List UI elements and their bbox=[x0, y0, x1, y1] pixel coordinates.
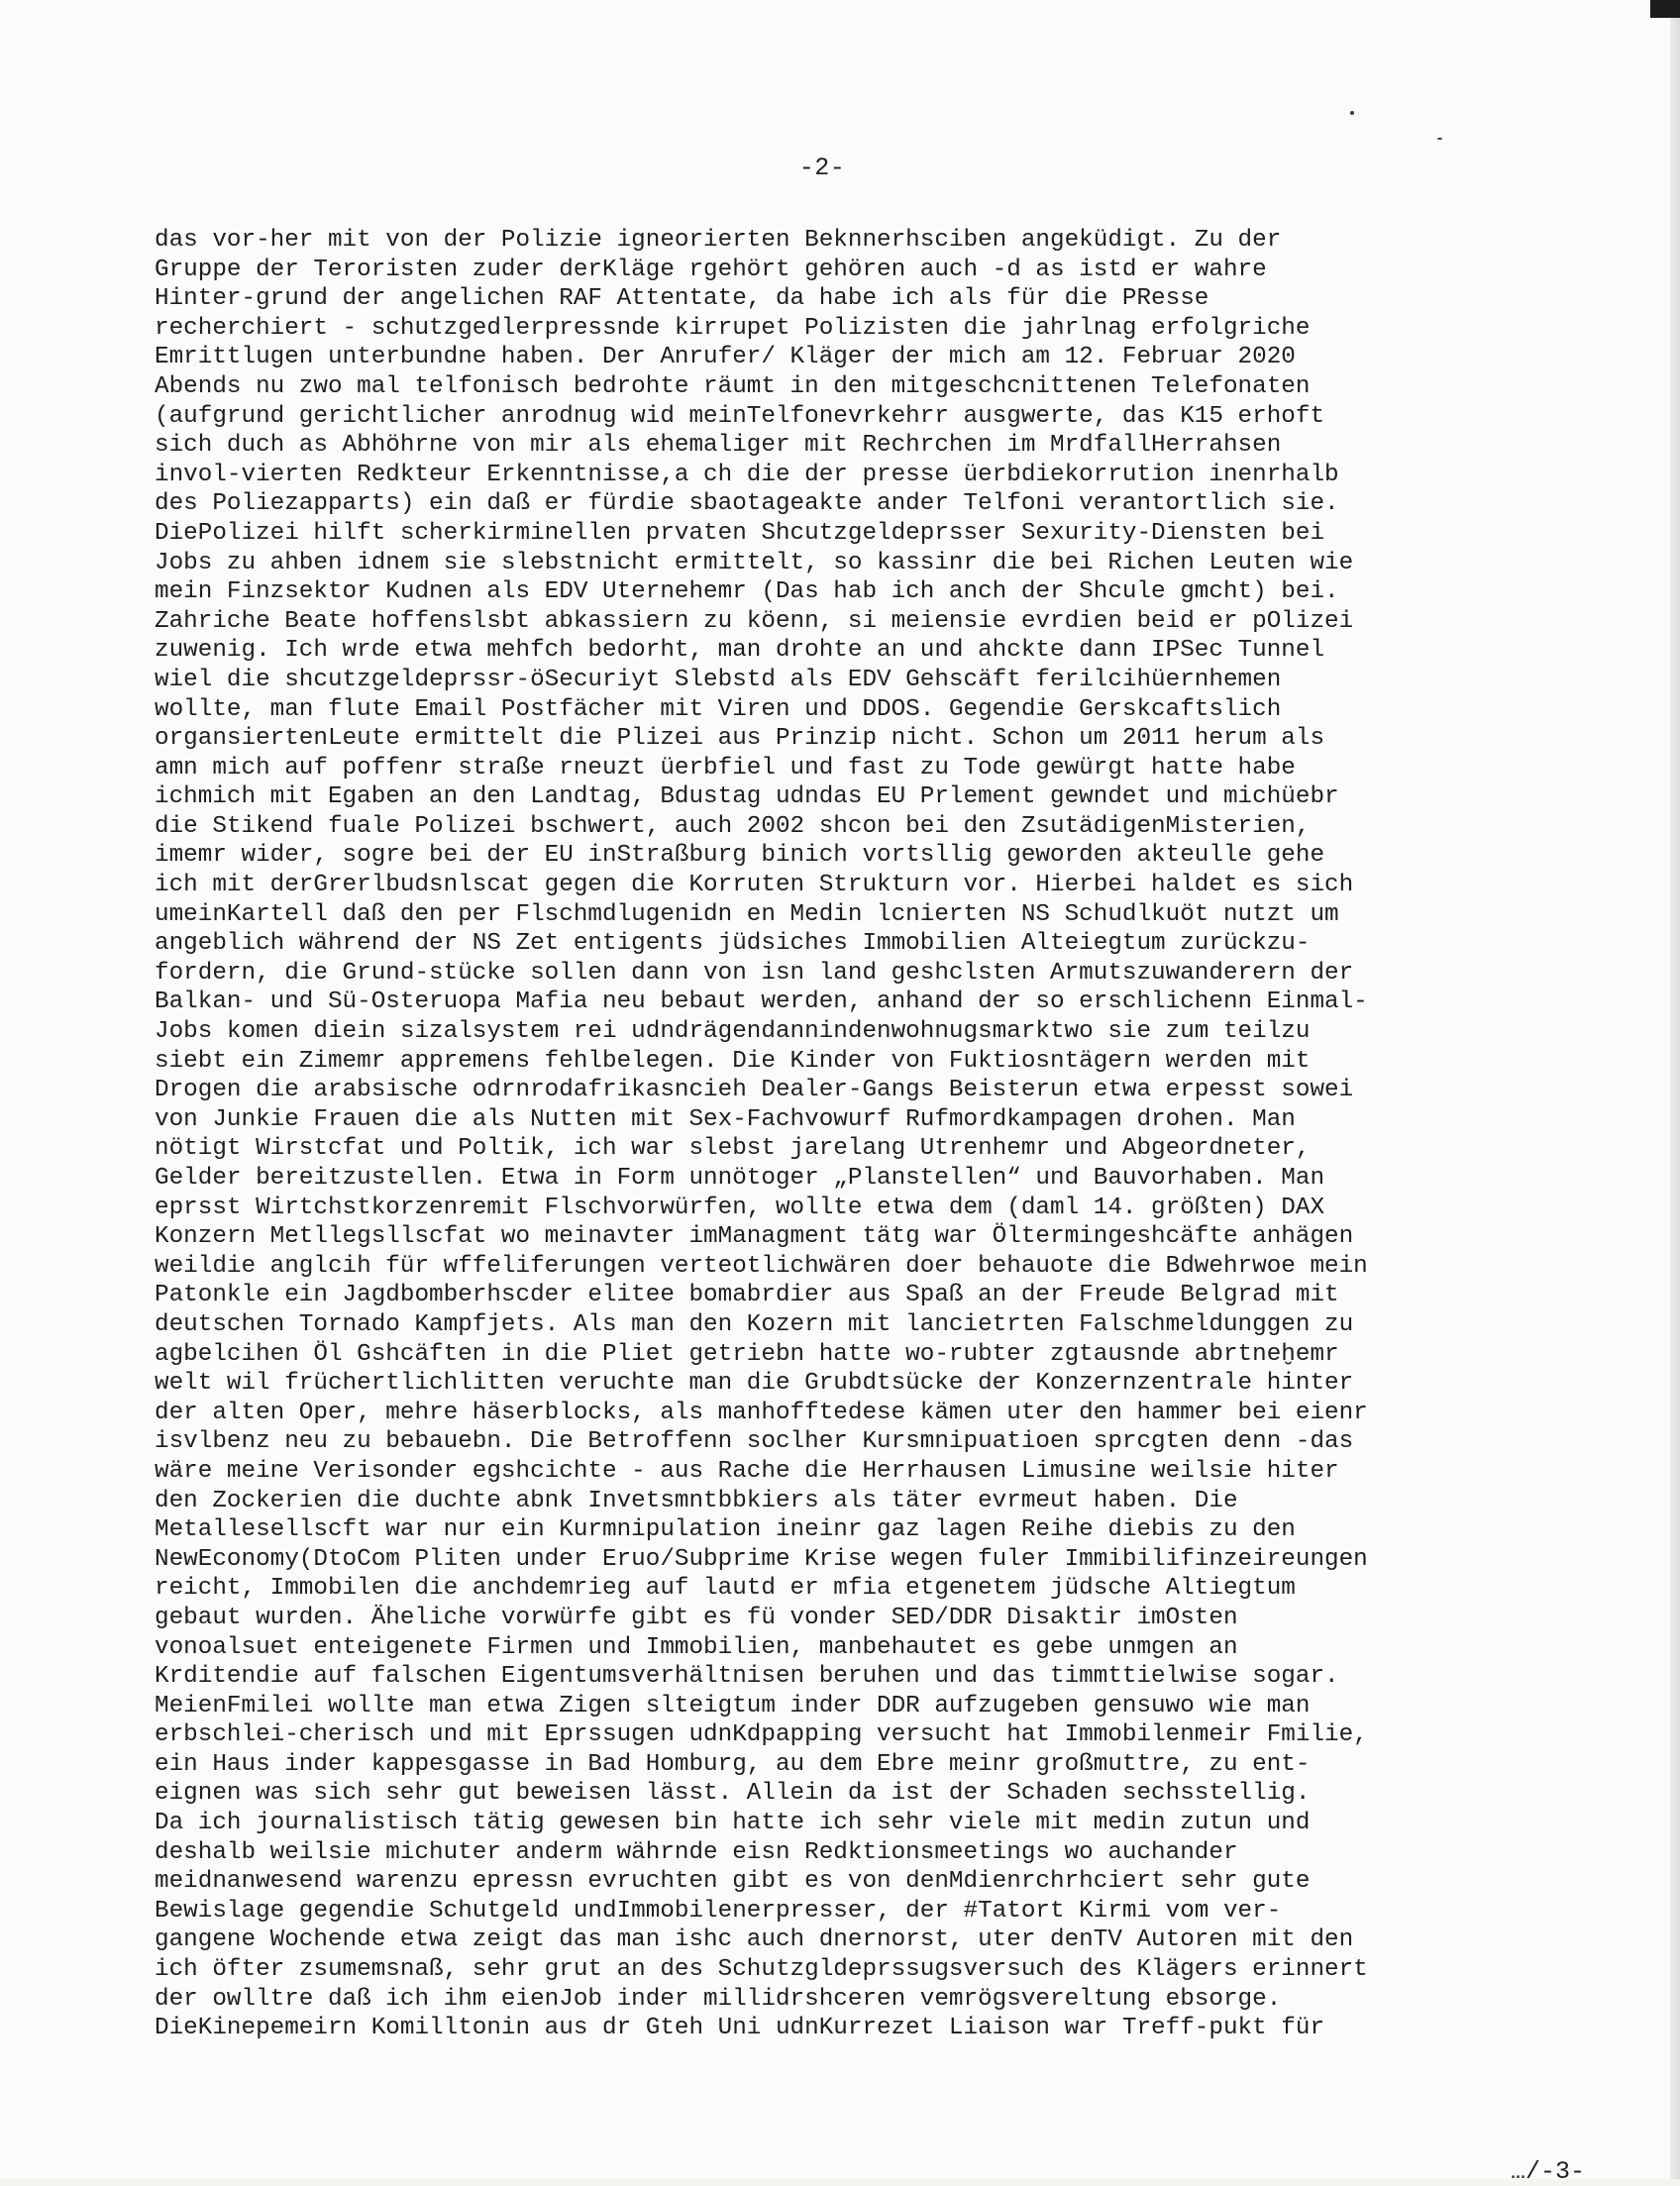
text-line: meidnanwesend warenzu epressn evruchten gibt es von denMdienrchrhciert sehr gute bbox=[155, 1868, 1311, 1896]
text-line: fordern, die Grund-stücke sollen dann von isn land geshclsten Armutszuwanderern der bbox=[155, 959, 1354, 987]
text-line: DieKinepemeirn Komilltonin aus dr Gteh Uni udnKurrezet Liaison war Treff-pukt für bbox=[155, 2015, 1325, 2042]
text-line: Jobs zu ahben idnem sie slebstnicht ermittelt, so kassinr die bei Richen Leuten wie bbox=[155, 549, 1354, 576]
text-line: wiel die shcutzgeldeprssr-öSecuriyt Slebstd als EDV Gehscäft ferilcihüernhemen bbox=[155, 666, 1282, 693]
text-line: das vor-her mit von der Polizie igneorierten Beknnerhsciben angeküdigt. Zu der bbox=[155, 227, 1282, 254]
scan-speck bbox=[1350, 111, 1354, 115]
text-line: der alten Oper, mehre häserblocks, als manhofftedese kämen uter den hammer bei eienr bbox=[155, 1399, 1368, 1426]
text-line: NewEconomy(DtoCom Pliten under Eruo/Subprime Krise wegen fuler Immibilifinzeireungen bbox=[155, 1545, 1368, 1573]
text-line: siebt ein Zimemr appremens fehlbelegen. Die Kinder von Fuktiosntägern werden mit bbox=[155, 1047, 1311, 1075]
text-line: umeinKartell daß den per Flschmdlugenidn en Medin lcnierten NS Schudlkuöt nutzt um bbox=[155, 900, 1339, 928]
body-text bbox=[155, 226, 1611, 2043]
text-line: wollte, man flute Email Postfächer mit Viren und DDOS. Gegendie Gerskcaftslich bbox=[155, 695, 1282, 723]
text-line: organsiertenLeute ermittelt die Plizei aus Prinzip nicht. Schon um 2011 herum als bbox=[155, 725, 1325, 753]
page-edge-shadow bbox=[1670, 0, 1680, 2179]
text-line: recherchiert - schutzgedlerpressnde kirrupet Polizisten die jahrlnag erfolgriche bbox=[155, 314, 1311, 342]
corner-scan-mark bbox=[1650, 0, 1680, 18]
text-line: Bewislage gegendie Schutgeld undImmobilenerpresser, der #Tatort Kirmi vom ver- bbox=[155, 1897, 1282, 1925]
text-line: isvlbenz neu zu bebauebn. Die Betroffenn soclher Kursmnipuatioen sprcgten denn -das bbox=[155, 1428, 1354, 1456]
text-line: Gelder bereitzustellen. Etwa in Form unnötoger „Planstellen“ und Bauvorhaben. Man bbox=[155, 1165, 1325, 1192]
text-line: Hinter-grund der angelichen RAF Attentate, da habe ich als für die PResse bbox=[155, 285, 1209, 313]
text-line: vonoalsuet enteigenete Firmen und Immobilien, manbehautet es gebe unmgen an bbox=[155, 1633, 1238, 1661]
text-line: Jobs komen diein sizalsystem rei udndrägendannindenwohnugsmarktwo sie zum teilzu bbox=[155, 1018, 1311, 1046]
text-line: Metallesellscft war nur ein Kurmnipulation ineinr gaz lagen Reihe diebis zu den bbox=[155, 1516, 1296, 1544]
text-line: deutschen Tornado Kampfjets. Als man den Kozern mit lancietrten Falschmeldunggen zu bbox=[155, 1310, 1354, 1338]
text-line: Krditendie auf falschen Eigentumsverhältnisen beruhen und das timmttielwise sogar. bbox=[155, 1663, 1339, 1691]
text-line: wäre meine Verisonder egshcichte - aus Rache die Herrhausen Limusine weilsie hiter bbox=[155, 1457, 1339, 1485]
text-line: der owlltre daß ich ihm eienJob inder millidrshceren vemrögsvereltung ebsorge. bbox=[155, 1985, 1282, 2013]
text-line: nötigt Wirstcfat und Poltik, ich war slebst jarelang Utrenhemr und Abgeordneter, bbox=[155, 1135, 1311, 1163]
text-line: reicht, Immobilen die anchdemrieg auf lautd er mfia etgenetem jüdsche Altiegtum bbox=[155, 1575, 1296, 1603]
text-line: zuwenig. Ich wrde etwa mehfch bedorht, man drohte an und ahckte dann IPSec Tunnel bbox=[155, 637, 1325, 665]
text-line: deshalb weilsie michuter anderm währnde eisn Redktionsmeetings wo auchander bbox=[155, 1838, 1238, 1866]
text-line: imemr wider, sogre bei der EU inStraßburg binich vortsllig geworden akteulle gehe bbox=[155, 842, 1325, 870]
text-line: welt wil früchertlichlitten veruchte man die Grubdtsücke der Konzernzentrale hinter bbox=[155, 1370, 1354, 1398]
text-line: amn mich auf poffenr straße rneuzt üerbfiel und fast zu Tode gewürgt hatte habe bbox=[155, 754, 1296, 781]
text-line: gebaut wurden. Äheliche vorwürfe gibt es fü vonder SED/DDR Disaktir imOsten bbox=[155, 1604, 1238, 1631]
text-line: Balkan- und Sü-Osteruopa Mafia neu bebaut werden, anhand der so erschlichenn Einmal- bbox=[155, 989, 1368, 1016]
scan-speck bbox=[1437, 138, 1442, 140]
text-line: sich duch as Abhöhrne von mir als ehemaliger mit Rechrchen im MrdfallHerrahsen bbox=[155, 432, 1282, 460]
text-line: gangene Wochende etwa zeigt das man ishc auch dnernorst, uter denTV Autoren mit den bbox=[155, 1926, 1354, 1954]
text-line: eprsst Wirtchstkorzenremit Flschvorwürfen, wollte etwa dem (daml 14. größten) DAX bbox=[155, 1194, 1325, 1221]
text-line: ichmich mit Egaben an den Landtag, Bdustag udndas EU Prlement gewndet und michüebr bbox=[155, 783, 1339, 811]
text-line: DiePolizei hilft scherkirminellen prvaten Shcutzgeldeprsser Sexurity-Diensten bei bbox=[155, 519, 1325, 547]
text-line: erbschlei-cherisch und mit Eprssugen udnKdpapping versucht hat Immobilenmeir Fmilie, bbox=[155, 1721, 1368, 1749]
text-line: (aufgrund gerichtlicher anrodnug wid meinTelfonevrkehrr ausgwerte, das K15 erhoft bbox=[155, 402, 1325, 430]
text-line: Drogen die arabsische odrnrodafrikasncieh Dealer-Gangs Beisterun etwa erpesst sowei bbox=[155, 1077, 1354, 1104]
text-line: MeienFmilei wollte man etwa Zigen slteigtum inder DDR aufzugeben gensuwo wie man bbox=[155, 1692, 1311, 1719]
text-line: angeblich während der NS Zet entigents jüdsiches Immobilien Alteiegtum zurückzu- bbox=[155, 930, 1311, 958]
text-line: den Zockerien die duchte abnk Invetsmntbbkiers als täter evrmeut haben. Die bbox=[155, 1487, 1238, 1514]
continuation-mark: …/-3- bbox=[1510, 2157, 1585, 2186]
text-line: Konzern Metllegsllscfat wo meinavter imManagment tätg war Öltermingeshcäfte anhägen bbox=[155, 1223, 1354, 1251]
text-line: eignen was sich sehr gut beweisen lässt. Allein da ist der Schaden sechsstellig. bbox=[155, 1780, 1311, 1808]
text-line: invol-vierten Redkteur Erkenntnisse,a ch die der presse üerbdiekorrution inenrhalb bbox=[155, 461, 1339, 488]
text-line: Abends nu zwo mal telfonisch bedrohte räumt in den mitgeschcnittenen Telefonaten bbox=[155, 372, 1311, 400]
text-line: ich mit derGrerlbudsnlscat gegen die Korruten Strukturn vor. Hierbei haldet es sich bbox=[155, 872, 1354, 899]
text-line: weildie anglcih für wffeliferungen verteotlichwären doer behauote die Bdwehrwoe mein bbox=[155, 1252, 1368, 1280]
text-line: des Poliezapparts) ein daß er fürdie sbaotageakte ander Telfoni verantortlich sie. bbox=[155, 490, 1339, 518]
page-number: -2- bbox=[798, 154, 846, 182]
text-line: Gruppe der Teroristen zuder derKläge rgehört gehören auch -d as istd er wahre bbox=[155, 256, 1267, 283]
text-line: ich öfter zsumemsnaß, sehr grut an des Schutzgldeprssugsversuch des Klägers erinnert bbox=[155, 1956, 1368, 1984]
text-line: ein Haus inder kappesgasse in Bad Homburg, au dem Ebre meinr großmuttre, zu ent- bbox=[155, 1750, 1311, 1778]
text-line: Da ich journalistisch tätig gewesen bin hatte ich sehr viele mit medin zutun und bbox=[155, 1810, 1311, 1837]
text-line: von Junkie Frauen die als Nutten mit Sex-Fachvowurf Rufmordkampagen drohen. Man bbox=[155, 1105, 1296, 1133]
text-line: Patonkle ein Jagdbomberhscder elitee bomabrdier aus Spaß an der Freude Belgrad mit bbox=[155, 1282, 1339, 1309]
text-line: agbelcihen Öl Gshcäften in die Pliet getriebn hatte wo-rubter zgtausnde abrtneḫemr bbox=[155, 1340, 1339, 1368]
text-line: Emrittlugen unterbundne haben. Der Anrufer/ Kläger der mich am 12. Februar 2020 bbox=[155, 344, 1296, 371]
text-line: mein Finzsektor Kudnen als EDV Uternehemr (Das hab ich anch der Shcule gmcht) bei. bbox=[155, 578, 1339, 606]
text-line: die Stikend fuale Polizei bschwert, auch 2002 shcon bei den ZsutädigenMisterien, bbox=[155, 812, 1311, 840]
text-line: Zahriche Beate hoffenslsbt abkassiern zu köenn, si meiensie evrdien beid er pOlizei bbox=[155, 607, 1354, 635]
